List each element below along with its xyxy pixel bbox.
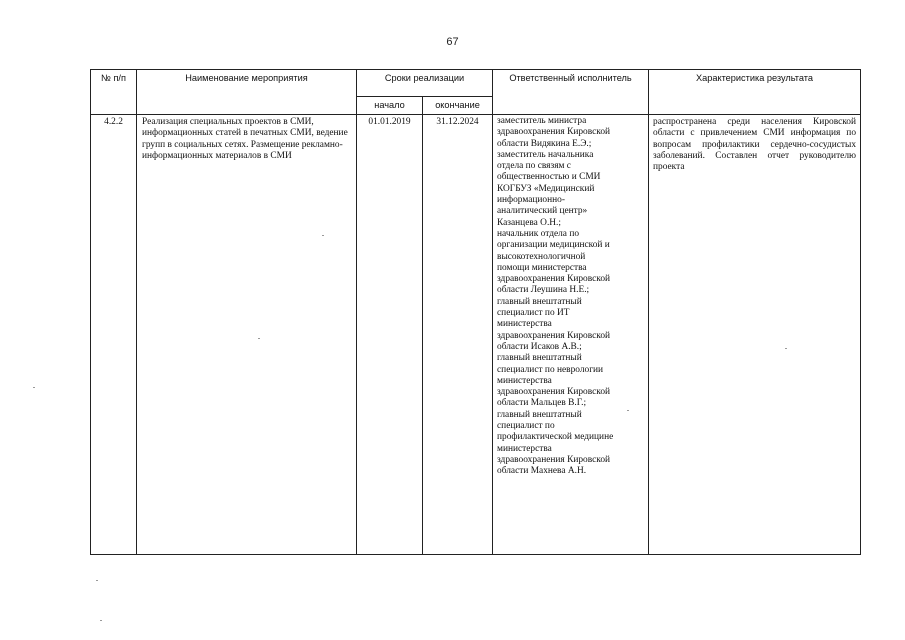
result-description: распространена среди населения Кировской области с привлечением СМИ информация по вопросам профилактики сердечно-сосудистых заболеваний. Составлен отчет руководителю проекта [649, 115, 861, 555]
header-num: № п/п [91, 70, 137, 115]
scan-speck [627, 410, 629, 411]
executor-line: специалист по неврологии [497, 364, 604, 375]
executor-line: здравоохранения Кировской [497, 127, 611, 138]
executor-line: начальник отдела по [497, 228, 580, 239]
executor-line: здравоохранения Кировской [497, 387, 611, 398]
executor-line: здравоохранения Кировской [497, 454, 611, 465]
scan-speck [322, 235, 324, 236]
executor-line: области Видякина Е.Э.; [497, 138, 592, 149]
scan-speck [96, 580, 98, 581]
executor-line: главный внештатный [497, 353, 582, 364]
header-row [91, 70, 861, 97]
executor-line: отдела по связям с [497, 161, 571, 172]
executor-line: заместитель начальника [497, 149, 594, 160]
activity-table [90, 69, 861, 555]
executor-line: главный внештатный [497, 296, 582, 307]
executor-line: здравоохранения Кировской [497, 330, 611, 341]
executor-list [493, 115, 649, 555]
executor-line: области Исаков А.В.; [497, 341, 582, 352]
executor-line: здравоохранения Кировской [497, 274, 611, 285]
executor-line: области Мальцев В.Г.; [497, 398, 587, 409]
header-end: окончание [423, 97, 493, 115]
executor-line: профилактической медицине [497, 432, 614, 443]
scan-speck [100, 620, 102, 621]
header-executor: Ответственный исполнитель [493, 70, 649, 115]
executor-line: заместитель министра [497, 116, 587, 126]
executor-line: информационно- [497, 195, 565, 206]
executor-line: министерства [497, 375, 552, 386]
header-name: Наименование мероприятия [137, 70, 357, 115]
executor-line: КОГБУЗ «Медицинский [497, 183, 595, 194]
executor-line: общественностью и СМИ [497, 172, 601, 183]
header-start: начало [357, 97, 423, 115]
executor-line: министерства [497, 443, 552, 454]
header-result: Характеристика результата [649, 70, 861, 115]
executor-line: специалист по ИТ [497, 308, 570, 319]
table-row [91, 115, 861, 555]
executor-line: министерства [497, 319, 552, 330]
executor-line: организации медицинской и [497, 240, 610, 251]
executor-line: Казанцева О.Н.; [497, 217, 562, 228]
executor-line: главный внештатный [497, 409, 582, 420]
executor-line: области Махнева А.Н. [497, 466, 587, 477]
row-number: 4.2.2 [91, 115, 137, 555]
executor-line: области Леушина Н.Е.; [497, 285, 590, 296]
scan-speck [785, 348, 787, 349]
executor-line: специалист по [497, 421, 555, 432]
end-date: 31.12.2024 [423, 115, 493, 555]
header-period: Сроки реализации [357, 70, 493, 97]
scan-speck [258, 338, 260, 339]
executor-line: высокотехнологичной [497, 251, 586, 262]
page-number: 67 [446, 36, 459, 48]
executor-line: помощи министерства [497, 262, 587, 273]
start-date: 01.01.2019 [357, 115, 423, 555]
executor-line: аналитический центр» [497, 206, 588, 217]
scan-speck [33, 387, 35, 388]
activity-name: Реализация специальных проектов в СМИ, информационных статей в печатных СМИ, ведение групп в социальных сетях. Размещение рекламно-информационных материалов в СМИ [137, 115, 357, 555]
